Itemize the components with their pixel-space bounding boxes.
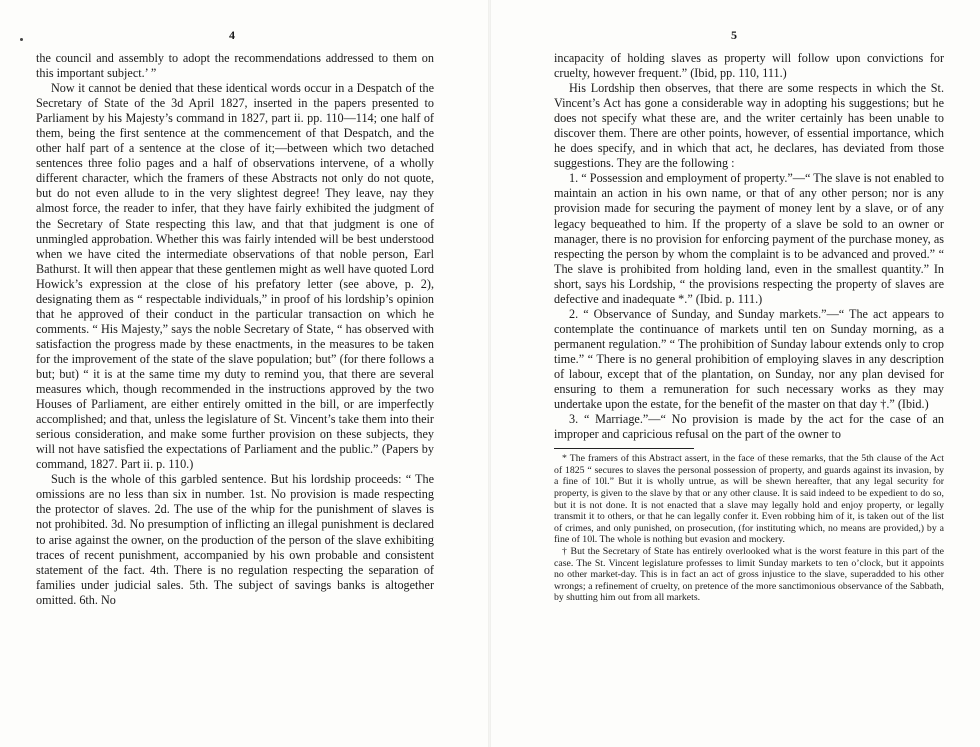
footnote-rule: [554, 448, 694, 449]
right-paragraph-5: 3. “ Marriage.”—“ No provision is made by the act for the case of an improper and capricious refusal on the part of the owner to: [554, 412, 944, 442]
page-number-left: 4: [229, 28, 235, 42]
right-paragraph-2: His Lordship then observes, that there are some respects in which the St. Vincent’s Act has gone a considerable way in adopting his suggestions; but he does not specify what these are, and the writer certainly has been unable to discover them. There are other points, however, of essential importance, which he does specify, and in which that act, he declares, has deviated from those suggestions. They are the following :: [554, 81, 944, 171]
left-page-body: [36, 51, 434, 608]
right-paragraph-3: 1. “ Possession and employment of property.”—“ The slave is not enabled to maintain an action in his own name, or that of any other person; nor is any provision made for securing the payment of money lent by a slave, or of any legacy bequeathed to him. If the property of a slave be sold to an owner or manager, there is no provision for enforcing payment of the purchase money, as respecting the person by whom the complaint is to be advanced and proved.” “ The slave is prohibited from holding land, even in the smallest quantity.” In short, says his Lordship, “ the provisions respecting the property of slaves are defective and inadequate *.” (Ibid. p. 111.): [554, 171, 944, 306]
left-paragraph-3: Such is the whole of this garbled sentence. But his lordship proceeds: “ The omissions are no less than six in number. 1st. No provision is made respecting the protector of slaves. 2d. The use of the whip for the punishment of slaves is not prohibited. 3d. No presumption of inflicting an illegal punishment is declared to arise against the owner, on the production of the person of the slave exhibiting traces of recent punishment, accompanied by his own probable and consistent statement of the fact. 4th. There is no regulation respecting the separation of families under judicial sales. 5th. The subject of savings banks is altogether omitted. 6th. No: [36, 472, 434, 607]
margin-dot: [20, 38, 23, 41]
right-page: [490, 0, 980, 747]
right-page-body: [554, 51, 944, 604]
right-paragraph-1: incapacity of holding slaves as property will follow upon convictions for cruelty, however frequent.” (Ibid, pp. 110, 111.): [554, 51, 944, 81]
left-paragraph-1: the council and assembly to adopt the recommendations addressed to them on this important subject.’ ”: [36, 51, 434, 81]
right-paragraph-4: 2. “ Observance of Sunday, and Sunday markets.”—“ The act appears to contemplate the continuance of markets until ten on Sunday morning, as a permanent regulation.” “ The prohibition of Sunday labour extends only to crop time.” “ There is no general prohibition of employing slaves in any description of labour, except that of the plantation, on Sunday, nor any plan devised for ensuring to them a remuneration for such necessary works as they may undertake upon the estate, for the benefit of the master on that day †.” (Ibid.): [554, 306, 944, 412]
left-paragraph-2: Now it cannot be denied that these identical words occur in a Despatch of the Secretary of State of the 3d April 1827, inserted in the papers presented to Parliament by his Majesty’s command in 1827, part ii. pp. 110—114; one half of them, being the first sentence at the commencement of that Despatch, and the other half part of a sentence at the close of it;—between which two detached sentences three folio pages and a half of observations intervene, of a wholly different character, which the framers of these Abstracts not only do not quote, but do not even allude to in the very slightest degree! They leave, nay they almost force, the reader to infer, that they have fairly exhibited the judgment of the Secretary of State respecting this law, and that that judgment is one of unmingled approbation. Whether this was fairly intended will be best understood when we have cited the intermediate observations of that noble person, Earl Bathurst. It will then appear that these gentlemen might as well have quoted Lord Howick’s expression at the close of his prefatory letter (see above, p. 2), designating them as “ respectable individuals,” in proof of his lordship’s opinion that he approved of their conduct in the particular transaction on which he comments. “ His Majesty,” says the noble Secretary of State, “ has observed with satisfaction the progress made by these enactments, in the measures to be taken for the improvement of the state of the slave population; but” (for there follows a but; but) “ it is at the same time my duty to remind you, that there are several measures which, though recommended in the instructions approved by the two Houses of Parliament, are either entirely omitted in the bill, or are imperfectly accomplished; and that, unless the legislature of St. Vincent’s take them into their serious consideration, and make some further provision on these subjects, they will not have satisfied the expectations of Parliament and the public.” (Papers by command, 1827. Part ii. p. 110.): [36, 81, 434, 472]
page-number-right: 5: [731, 28, 737, 42]
footnote-dagger: † But the Secretary of State has entirely overlooked what is the worst feature in this part of the case. The St. Vincent legislature professes to limit Sunday markets to ten o’clock, but it appoints no other market-day. This is in fact an act of gross injustice to the slave, superadded to his other wrongs; a refinement of cruelty, on pretence of the more sanctimonious observance of the Sabbath, by shutting him out from all markets.: [554, 545, 944, 604]
footnote-asterisk: * The framers of this Abstract assert, in the face of these remarks, that the 5th clause of the Act of 1825 “ secures to slaves the personal possession of property, and guards against its invasion, by a fine of 10l.” But it is wholly untrue, as will be shewn hereafter, that any legal security for property, is given to the slave by that or any other clause. It is said indeed to be expedient to do so, but it is not done. It is not enacted that a slave may legally hold and enjoy property, or legally transmit it to others, or that he can legally confer it. Even robbing him of it, is taken out of the list of crimes, and only punished, on prosecution, (for instituting which, no means are provided,) by a fine of 10l. The whole is nothing but evasion and mockery.: [554, 453, 944, 546]
footnotes: [554, 453, 944, 604]
